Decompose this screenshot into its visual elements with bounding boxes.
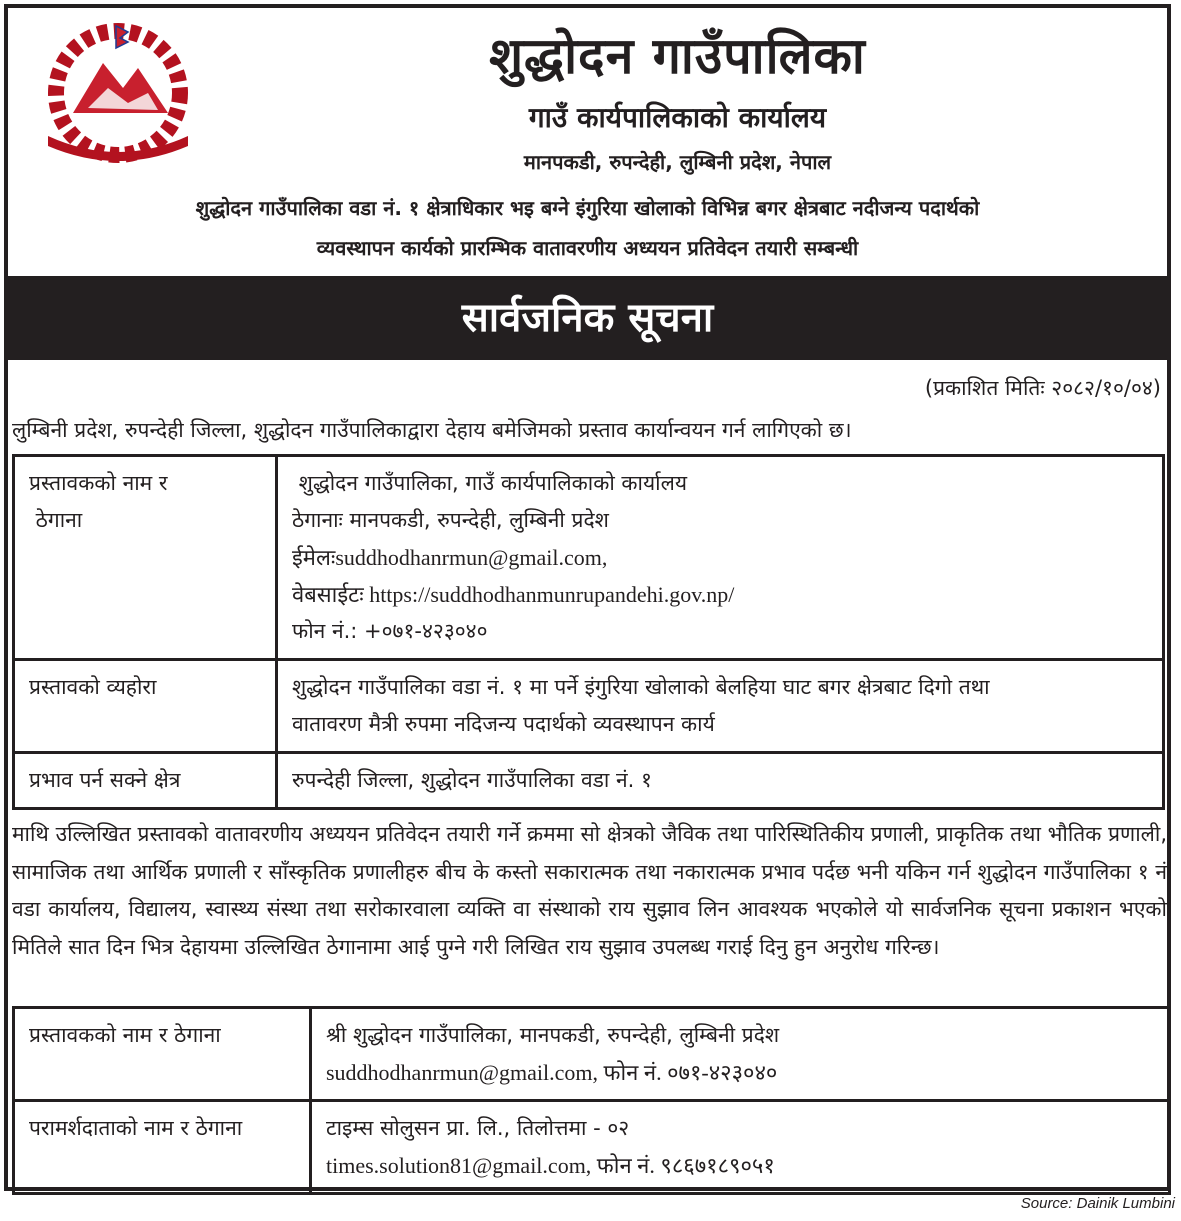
- notice-banner: सार्वजनिक सूचना: [8, 276, 1167, 360]
- notice-subject: [8, 188, 1167, 268]
- proposer-contact-name: श्री शुद्धोदन गाउँपालिका, मानपकडी, रुपन्देही, लुम्बिनी प्रदेश: [326, 1023, 780, 1047]
- table-row: [14, 456, 1164, 660]
- public-notice: [4, 4, 1171, 1191]
- row-label: प्रस्तावको व्यहोरा: [14, 660, 277, 753]
- subject-line-1: शुद्धोदन गाउँपालिका वडा नं. १ क्षेत्राधिकार भइ बग्ने इंगुरिया खोलाको विभिन्न बगर क्षेत्रबाट नदीजन्य पदार्थको: [195, 196, 980, 220]
- office-address: मानपकडी, रुपन्देही, लुम्बिनी प्रदेश, नेपाल: [523, 150, 832, 174]
- label-line: ठेगाना: [29, 508, 83, 532]
- proposer-email: ईमेलःsuddhodhanrmun@gmail.com,: [292, 545, 608, 570]
- intro-text: लुम्बिनी प्रदेश, रुपन्देही जिल्ला, शुद्धोदन गाउँपालिकाद्वारा देहाय बमेजिमको प्रस्ताव कार्यान्वयन गर्न लागिएको छ।: [12, 418, 852, 442]
- row-label: प्रस्तावकको नाम र ठेगाना: [14, 1008, 311, 1101]
- proposal-description-line: वातावरण मैत्री रुपमा नदिजन्य पदार्थको व्यवस्थापन कार्य: [292, 712, 715, 736]
- row-value: [311, 1101, 1170, 1194]
- table-row: [14, 753, 1164, 809]
- source-credit: Source: Dainik Lumbini: [1020, 1195, 1175, 1212]
- row-value: रुपन्देही जिल्ला, शुद्धोदन गाउँपालिका वडा नं. १: [277, 753, 1164, 809]
- row-label: प्रभाव पर्न सक्ने क्षेत्र: [14, 753, 277, 809]
- office-title: गाउँ कार्यपालिकाको कार्यालय: [528, 101, 827, 134]
- proposal-info-table: [12, 454, 1165, 810]
- consultant-name: टाइम्स सोलुसन प्रा. लि., तिलोत्तमा - ०२: [326, 1116, 630, 1140]
- proposer-website: वेबसाईटः https://suddhodhanmunrupandehi.gov.np/: [292, 582, 735, 607]
- row-label: [14, 456, 277, 660]
- proposer-phone: फोन नं.: +०७१-४२३०४०: [292, 619, 488, 643]
- row-value: [277, 660, 1164, 753]
- table-row: [14, 1008, 1170, 1101]
- proposer-contact-email-phone: suddhodhanrmun@gmail.com, फोन नं. ०७१-४२३०४०: [326, 1060, 778, 1085]
- notice-header: [8, 8, 1167, 278]
- label-line: प्रस्तावकको नाम र: [29, 471, 168, 495]
- table-row: [14, 660, 1164, 753]
- row-label: परामर्शदाताको नाम र ठेगाना: [14, 1101, 311, 1194]
- municipality-title: शुद्धोदन गाउँपालिका: [489, 27, 866, 85]
- contact-table: [12, 1006, 1171, 1195]
- notice-body-paragraph: माथि उल्लिखित प्रस्तावको वातावरणीय अध्ययन प्रतिवेदन तयारी गर्ने क्रममा सो क्षेत्रको जैविक तथा पारिस्थितिकीय प्रणाली, प्राकृतिक तथा भौतिक प्रणाली, सामाजिक तथा आर्थिक प्रणाली र साँस्कृतिक प्रणालीहरु बीच के कस्तो सकारात्मक तथा नकारात्मक प्रभाव पर्दछ भनी यकिन गर्न शुद्धोदन गाउँपालिका १ नं वडा कार्यालय, विद्यालय, स्वास्थ्य संस्था तथा सरोकारवाला व्यक्ति वा संस्थाको राय सुझाव लिन आवश्यक भएकोले यो सार्वजनिक सूचना प्रकाशन भएको मितिले सात दिन भित्र देहायमा उल्लिखित ठेगानामा आई पुग्ने गरी लिखित राय सुझाव उपलब्ध गराई दिनु हुन अनुरोध गरिन्छ।: [12, 822, 1167, 959]
- row-value: [311, 1008, 1170, 1101]
- table-row: [14, 1101, 1170, 1194]
- row-value: [277, 456, 1164, 660]
- consultant-email-phone: times.solution81@gmail.com, फोन नं. ९८६७१८९०५१: [326, 1153, 775, 1178]
- published-date: (प्रकाशित मितिः २०८२/१०/०४): [924, 376, 1161, 400]
- subject-line-2: व्यवस्थापन कार्यको प्रारम्भिक वातावरणीय अध्ययन प्रतिवेदन तयारी सम्बन्धी: [316, 236, 859, 260]
- proposal-description-line: शुद्धोदन गाउँपालिका वडा नं. १ मा पर्ने इंगुरिया खोलाको बेलहिया घाट बगर क्षेत्रबाट दिगो तथा: [292, 675, 990, 699]
- proposer-address: ठेगानाः मानपकडी, रुपन्देही, लुम्बिनी प्रदेश: [292, 508, 609, 532]
- proposer-name: शुद्धोदन गाउँपालिका, गाउँ कार्यपालिकाको कार्यालय: [292, 471, 688, 495]
